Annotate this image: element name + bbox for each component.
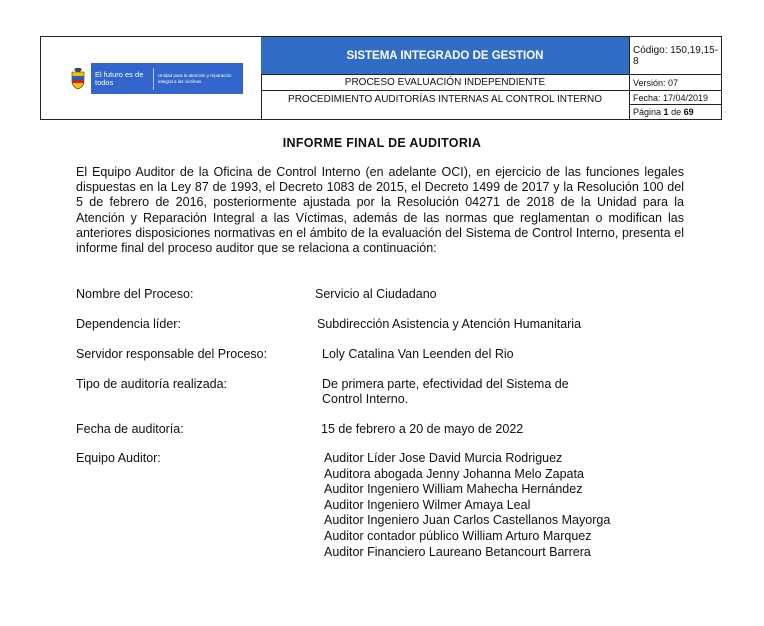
- team-member: Auditor Ingeniero Juan Carlos Castellanos Mayorga: [324, 513, 611, 528]
- document-control-block: [629, 37, 721, 119]
- field-label: Fecha de auditoría:: [76, 422, 184, 436]
- field-label: Equipo Auditor:: [76, 451, 161, 465]
- intro-paragraph: El Equipo Auditor de la Oficina de Control Interno (en adelante OCI), en ejercicio de las funciones legales dispuestas en la Ley 87 de 1993, el Decreto 1083 de 2015, el Decreto 1499 de 2017 y la Resolución 100 del 5 de febrero de 2016, posteriormente ajustada por la Resolución 04271 de 2018 de la Unidad para la Atención y Reparación Integral a las Víctimas, además de las normas que reglamentan o modifican las anteriores disposiciones normativas en el ámbito de la evaluación del Sistema de Control Interno, presenta el informe final del proceso auditor que se relaciona a continuación:: [76, 165, 684, 256]
- team-member: Auditor Ingeniero William Mahecha Hernández: [324, 482, 583, 497]
- total-pages: 69: [683, 107, 694, 117]
- page-number: Página 1 de 69: [633, 107, 694, 117]
- audit-team-list: [324, 451, 610, 560]
- team-member: Auditor contador público William Arturo Marquez: [324, 528, 592, 543]
- team-member: Auditor Financiero Laureano Betancourt Barrera: [324, 544, 591, 559]
- field-label: Servidor responsable del Proceso:: [76, 347, 268, 361]
- document-date: Fecha: 17/04/2019: [629, 91, 721, 105]
- colombia-coat-of-arms-icon: [65, 63, 91, 94]
- procedure-name: PROCEDIMIENTO AUDITORÍAS INTERNAS AL CONTROL INTERNO: [288, 94, 602, 105]
- document-code: Código: 150,19,15-8: [629, 37, 721, 75]
- entity-logo: [65, 63, 243, 94]
- field-label: Nombre del Proceso:: [76, 287, 194, 301]
- document-header: [40, 36, 722, 120]
- field-label: Tipo de auditoría realizada:: [76, 377, 228, 391]
- team-member: Auditor Líder Jose David Murcia Rodriguez: [324, 451, 563, 465]
- field-value-line2: Control Interno.: [322, 392, 409, 406]
- header-title-block: [261, 37, 630, 119]
- field-value: Subdirección Asistencia y Atención Humanitaria: [317, 317, 582, 331]
- team-member: Auditor Ingeniero Wilmer Amaya Leal: [324, 497, 531, 512]
- field-value: 15 de febrero a 20 de mayo de 2022: [321, 422, 524, 436]
- field-value: Servicio al Ciudadano: [315, 287, 437, 301]
- current-page: 1: [663, 107, 669, 117]
- team-member: Auditora abogada Jenny Johanna Melo Zapata: [324, 466, 584, 481]
- field-label: Dependencia líder:: [76, 317, 181, 331]
- document-version: Versión: 07: [629, 75, 721, 91]
- entity-name: Unidad para la atención y reparación integral a las víctimas: [158, 73, 232, 84]
- logo-cell: [41, 37, 262, 119]
- field-value-line1: De primera parte, efectividad del Sistema de: [322, 377, 569, 391]
- process-name: PROCESO EVALUACIÓN INDEPENDIENTE: [261, 75, 629, 91]
- system-title: SISTEMA INTEGRADO DE GESTION: [261, 37, 629, 75]
- field-value: Loly Catalina Van Leenden del Rio: [322, 347, 514, 361]
- brand-slogan: El futuro es de todos: [95, 69, 144, 87]
- report-title: INFORME FINAL DE AUDITORIA: [282, 136, 482, 150]
